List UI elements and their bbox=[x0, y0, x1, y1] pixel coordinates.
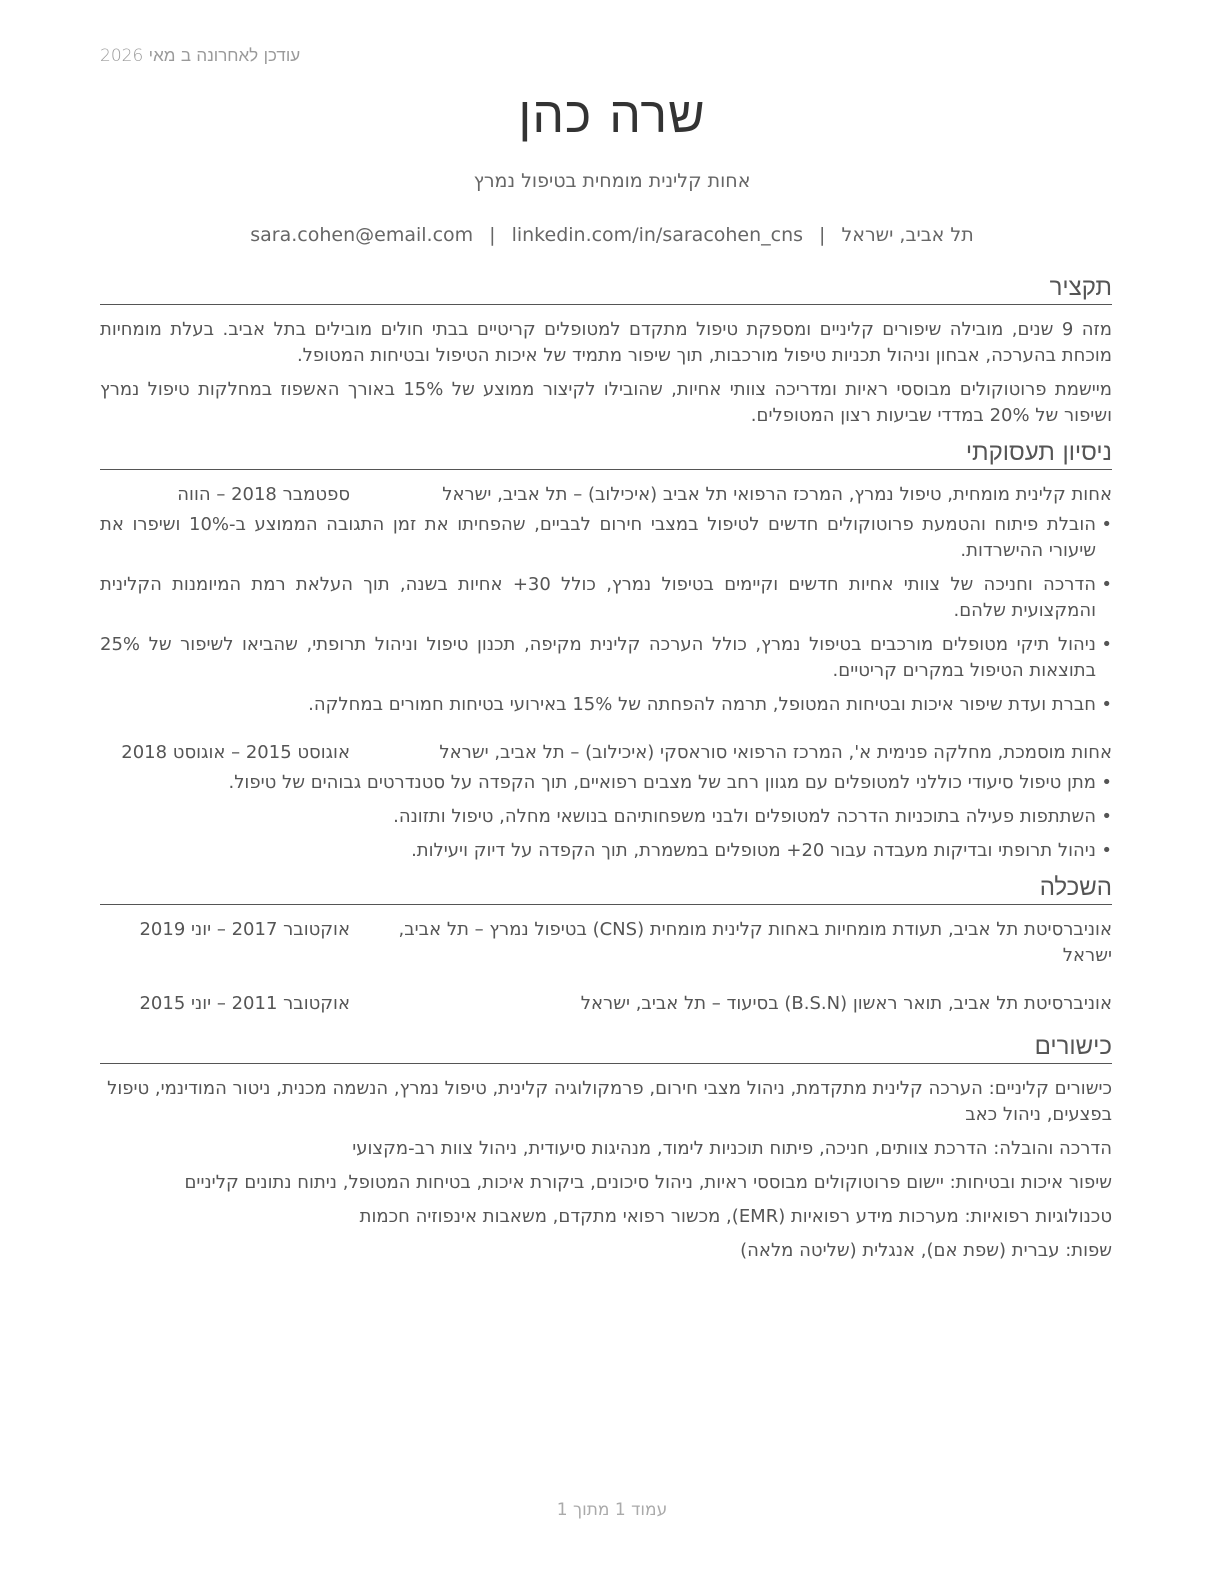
section-title-education: השכלה bbox=[100, 872, 1112, 905]
education-section bbox=[100, 872, 1112, 1017]
skills-section bbox=[100, 1031, 1112, 1264]
bullet-icon: • bbox=[1101, 694, 1112, 715]
job-entry bbox=[100, 482, 1112, 718]
skill-line: שיפור איכות ובטיחות: יישום פרוטוקולים מבוססי ראיות, ניהול סיכונים, ביקורת איכות, בטיחות המטופל, ניתוח נתונים קליניים bbox=[184, 1172, 1112, 1193]
summary-paragraph: מזה 9 שנים, מובילה שיפורים קליניים ומספקת טיפול מתקדם למטופלים קריטיים בבתי חולים מובילים בתל אביב. בעלת מומחיות מוכחת בהערכה, אבחון וניהול תכניות טיפול מורכבות, תוך שיפור מתמיד של איכות הטיפול ובטיחות המטופל. bbox=[100, 319, 1112, 366]
contact-location: תל אביב, ישראל bbox=[841, 224, 974, 246]
bullet-icon: • bbox=[1101, 634, 1112, 655]
contact-separator: | bbox=[819, 224, 826, 246]
page-number: עמוד 1 מתוך 1 bbox=[556, 1500, 668, 1520]
education-text: אוניברסיטת תל אביב, תעודת מומחיות באחות קלינית מומחית (CNS) בטיפול נמרץ – תל אביב, ישראל bbox=[398, 919, 1112, 966]
job-role: אחות מוסמכת, מחלקה פנימית א', המרכז הרפואי סוראסקי (איכילוב) – תל אביב, ישראל bbox=[439, 742, 1112, 763]
section-title-summary: תקציר bbox=[100, 272, 1112, 305]
bullet-icon: • bbox=[1101, 574, 1112, 595]
job-bullets bbox=[100, 512, 1112, 718]
job-title: אחות קלינית מומחית בטיפול נמרץ bbox=[473, 170, 751, 192]
job-bullet bbox=[100, 838, 1112, 864]
spacer bbox=[100, 726, 1112, 740]
summary-paragraph: מיישמת פרוטוקולים מבוססי ראיות ומדריכה צוותי אחיות, שהובילו לקיצור ממוצע של 15% באורך האשפוז במחלקות טיפול נמרץ ושיפור של 20% במדדי שביעות רצון המטופלים. bbox=[100, 379, 1112, 426]
contact-line bbox=[0, 224, 1224, 246]
section-title-experience: ניסיון תעסוקתי bbox=[100, 437, 1112, 470]
job-bullet bbox=[100, 512, 1112, 564]
skill-line: טכנולוגיות רפואיות: מערכות מידע רפואיות (EMR), מכשור רפואי מתקדם, משאבות אינפוזיה חכמות bbox=[359, 1206, 1112, 1227]
bullet-text: השתתפות פעילה בתוכניות הדרכה למטופלים ולבני משפחותיהם בנושאי מחלה, טיפול ותזונה. bbox=[393, 806, 1096, 827]
job-bullet bbox=[100, 572, 1112, 624]
education-dates: אוקטובר 2011 – יוני 2015 bbox=[139, 993, 350, 1014]
education-entry bbox=[100, 991, 1112, 1017]
skill-line: הדרכה והובלה: הדרכת צוותים, חניכה, פיתוח תוכניות לימוד, מנהיגות סיעודית, ניהול צוות רב-מקצועי bbox=[352, 1138, 1112, 1159]
contact-separator: | bbox=[489, 224, 496, 246]
education-dates: אוקטובר 2017 – יוני 2019 bbox=[139, 919, 350, 940]
candidate-name: שרה כהן bbox=[518, 86, 706, 144]
job-role: אחות קלינית מומחית, טיפול נמרץ, המרכז הרפואי תל אביב (איכילוב) – תל אביב, ישראל bbox=[442, 484, 1112, 505]
bullet-icon: • bbox=[1101, 514, 1112, 535]
education-text: אוניברסיטת תל אביב, תואר ראשון (B.S.N) בסיעוד – תל אביב, ישראל bbox=[580, 993, 1112, 1014]
job-bullets bbox=[100, 770, 1112, 864]
bullet-text: חברת ועדת שיפור איכות ובטיחות המטופל, תרמה להפחתה של 15% באירועי בטיחות חמורים במחלקה. bbox=[308, 694, 1096, 715]
job-dates: אוגוסט 2015 – אוגוסט 2018 bbox=[121, 742, 350, 763]
job-bullet bbox=[100, 632, 1112, 684]
job-dates: ספטמבר 2018 – הווה bbox=[177, 484, 350, 505]
job-bullet bbox=[100, 692, 1112, 718]
bullet-icon: • bbox=[1101, 840, 1112, 861]
bullet-text: הדרכה וחניכה של צוותי אחיות חדשים וקיימים בטיפול נמרץ, כולל 30+ אחיות בשנה, תוך העלאת רמת המיומנות הקלינית והמקצועית שלהם. bbox=[100, 574, 1097, 621]
job-entry bbox=[100, 740, 1112, 864]
skill-line: כישורים קליניים: הערכה קלינית מתקדמת, ניהול מצבי חירום, פרמקולוגיה קלינית, טיפול נמרץ, הנשמה מכנית, ניטור המודינמי, טיפול בפצעים, ניהול כאב bbox=[107, 1078, 1112, 1125]
education-entry bbox=[100, 917, 1112, 969]
job-bullet bbox=[100, 804, 1112, 830]
bullet-text: ניהול תרופתי ובדיקות מעבדה עבור 20+ מטופלים במשמרת, תוך הקפדה על דיוק ויעילות. bbox=[411, 840, 1096, 861]
bullet-icon: • bbox=[1101, 772, 1112, 793]
skill-line: שפות: עברית (שפת אם), אנגלית (שליטה מלאה) bbox=[740, 1240, 1112, 1261]
experience-section bbox=[100, 437, 1112, 864]
contact-linkedin[interactable]: linkedin.com/in/saracohen_cns bbox=[511, 224, 804, 246]
job-header bbox=[100, 740, 1112, 766]
bullet-text: ניהול תיקי מטופלים מורכבים בטיפול נמרץ, כולל הערכה קלינית מקיפה, תכנון טיפול וניהול תרופתי, שהביאו לשיפור של 25% בתוצאות הטיפול במקרים קריטיים. bbox=[100, 634, 1096, 681]
job-bullet bbox=[100, 770, 1112, 796]
section-title-skills: כישורים bbox=[100, 1031, 1112, 1064]
job-header bbox=[100, 482, 1112, 508]
bullet-text: מתן טיפול סיעודי כוללני למטופלים עם מגוון רחב של מצבים רפואיים, תוך הקפדה על סטנדרטים גבוהים של טיפול. bbox=[228, 772, 1096, 793]
summary-section bbox=[100, 272, 1112, 429]
bullet-text: הובלת פיתוח והטמעת פרוטוקולים חדשים לטיפול במצבי חירום לבביים, שהפחיתו את זמן התגובה הממוצע ב-10% ושיפרו את שיעורי ההישרדות. bbox=[100, 514, 1097, 561]
contact-email[interactable]: sara.cohen@email.com bbox=[250, 224, 474, 246]
last-updated: עודכן לאחרונה ב מאי 2026 bbox=[100, 46, 301, 66]
bullet-icon: • bbox=[1101, 806, 1112, 827]
resume-content bbox=[100, 272, 1112, 1272]
